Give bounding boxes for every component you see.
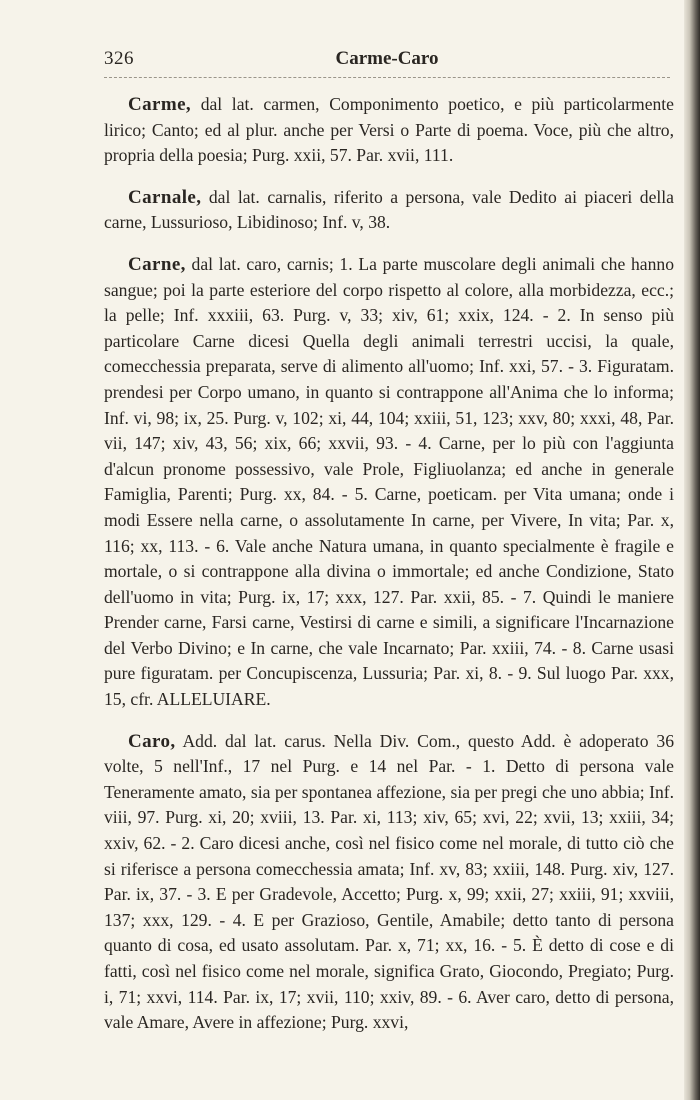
entry-headword: Caro,: [128, 730, 176, 752]
entry-body: Add. dal lat. carus. Nella Div. Com., questo Add. è adoperato 36 volte, 5 nell'Inf., 17 nel Purg. e 14 nel Par. - 1. Detto di persona vale Teneramente amato, sia per spontanea affezione, sia per pregi che uno abbia; Inf. viii, 97. Purg. xi, 20; xviii, 13. Par. xi, 113; xiv, 65; xvi, 22; xvii, 13; xxiii, 34; xxiv, 62. - 2. Caro dicesi anche, così nel fisico come nel morale, di tutto ciò che si riferisce a persona comecchessia amata; Inf. xv, 83; xxiii, 148. Purg. xiv, 127. Par. ix, 37. - 3. E per Gradevole, Accetto; Purg. x, 99; xxii, 27; xxiii, 91; xxviii, 137; xxx, 129. - 4. E per Grazioso, Gentile, Amabile; detto tanto di persona quanto di cosa, ed usato assolutam. Par. x, 71; xx, 16. - 5. È detto di cose e di fatti, così nel fisico come nel morale, significa Grato, Giocondo, Pregiato; Purg. i, 71; xxvi, 114. Par. ix, 17; xvii, 110; xxiv, 89. - 6. Aver caro, detto di persona, vale Amare, Avere in affezione; Purg. xxvi,: [104, 730, 674, 1033]
entry-carne: [104, 252, 674, 713]
entry-headword: Carme,: [128, 94, 192, 115]
entry-carnale: [104, 185, 674, 236]
entry-headword: Carnale,: [128, 186, 202, 208]
dictionary-entries: [104, 92, 674, 1052]
entry-caro: [104, 729, 674, 1036]
page-edge-shadow: [684, 0, 700, 1100]
page-number: 326: [104, 48, 134, 69]
page-header: [104, 48, 670, 76]
entry-headword: Carne,: [128, 253, 186, 275]
entry-carme: [104, 92, 674, 169]
header-rule: [104, 77, 670, 78]
running-head: Carme-Caro: [335, 48, 439, 69]
entry-body: dal lat. carmen, Componimento poetico, e più particolarmente lirico; Canto; ed al plur. anche per Versi o Parte di poema. Voce, più che altro, propria della poesia; Purg. xxii, 57. Par. xvii, 111.: [104, 94, 674, 166]
entry-body: dal lat. caro, carnis; 1. La parte muscolare degli animali che hanno sangue; poi la parte esteriore del corpo rispetto al colore, alla morbidezza, ecc.; la pelle; Inf. xxxiii, 63. Purg. v, 33; xiv, 61; xxix, 124. - 2. In senso più particolare Carne dicesi Quella degli animali terrestri uccisi, la quale, comecchessia preparata, serve di alimento all'uomo; Inf. xxi, 57. - 3. Figuratam. prendesi per Corpo umano, in quanto si contrappone all'Anima che lo informa; Inf. vi, 98; ix, 25. Purg. v, 102; xi, 44, 104; xxiii, 51, 123; xxv, 80; xxxi, 48, Par. vii, 147; xiv, 43, 56; xix, 66; xxvii, 93. - 4. Carne, per lo più con l'aggiunta d'alcun pronome possessivo, vale Prole, Figliuolanza; ed anche in generale Famiglia, Parenti; Purg. xx, 84. - 5. Carne, poeticam. per Vita umana; onde i modi Essere nella carne, o assolutamente In carne, per Vivere, In vita; Par. x, 116; xx, 113. - 6. Vale anche Natura umana, in quanto specialmente è fragile e mortale, o si contrappone alla divina o immortale; ed anche Condizione, Stato dell'uomo in vita; Purg. ix, 17; xxx, 127. Par. xxii, 85. - 7. Quindi le maniere Prender carne, Farsi carne, Vestirsi di carne e simili, a significare l'Incarnazione del Verbo Divino; e In carne, che vale Incarnato; Par. xxiii, 74. - 8. Carne usasi pure figuratam. per Concupiscenza, Lussuria; Par. xi, 8. - 9. Sul luogo Par. xxx, 15, cfr. ALLELUIARE.: [104, 253, 674, 710]
entry-body: dal lat. carnalis, riferito a persona, vale Dedito ai piaceri della carne, Lussurioso, Libidinoso; Inf. v, 38.: [104, 186, 674, 233]
